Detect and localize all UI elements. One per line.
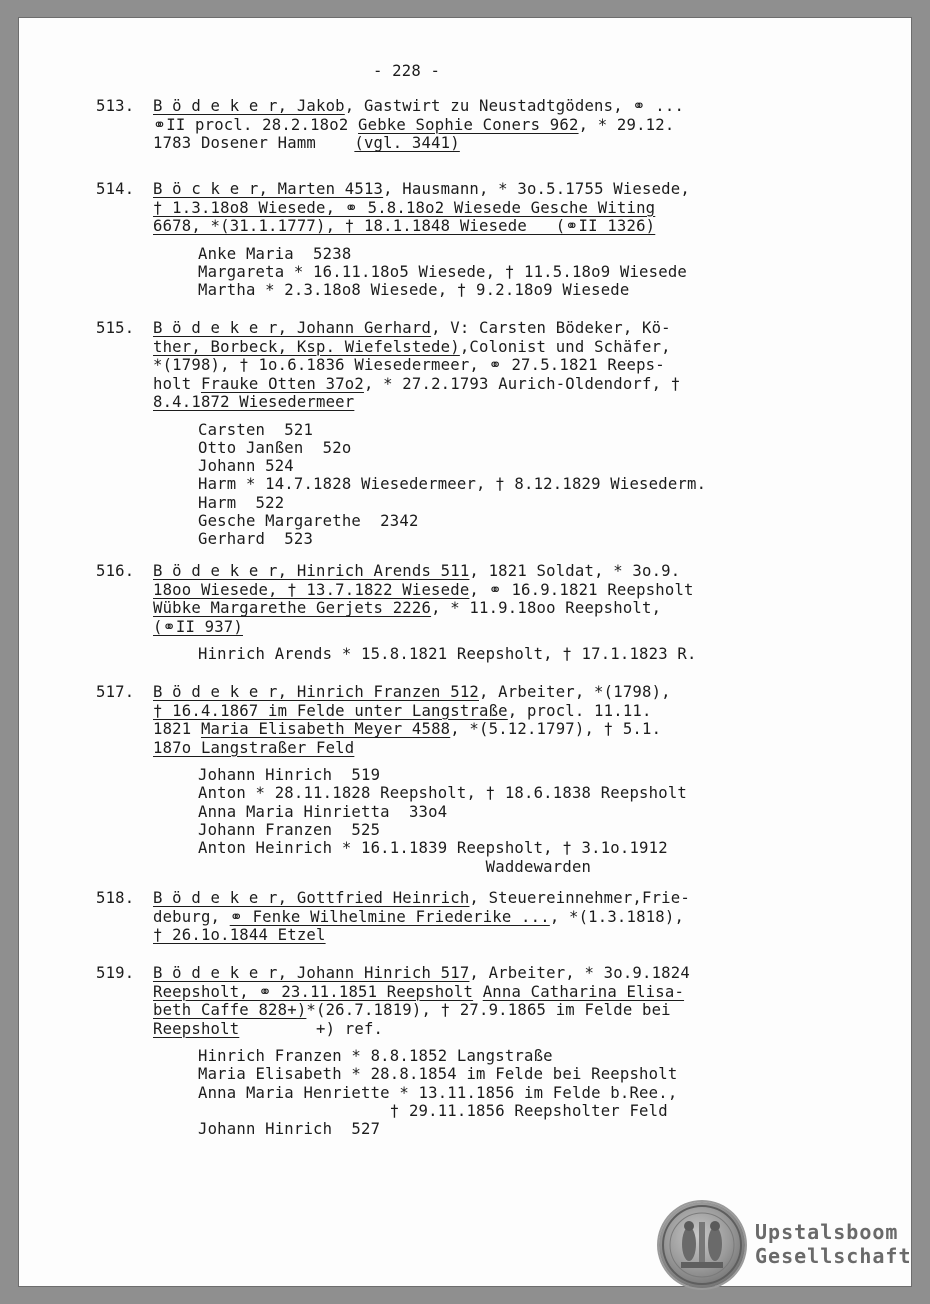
entry-text-line: Wübke Margarethe Gerjets 2226, * 11.9.18oo Reepsholt, [153,599,662,617]
child-line: Hinrich Arends * 15.8.1821 Reepsholt, † 17.1.1823 R. [198,645,697,663]
child-line: Waddewarden [198,857,592,876]
entry-text-line: *(1798), † 1o.6.1836 Wiesedermeer, ⚭ 27.5.1821 Reeps- [153,356,665,374]
logo-text [755,1220,912,1268]
entry-text-line: B ö d e k e r, Hinrich Franzen 512, Arbeiter, *(1798), [153,683,671,701]
entry-text-line: 187o Langstraßer Feld [153,738,355,757]
entry-text-line: 1821 Maria Elisabeth Meyer 4588, *(5.12.1797), † 5.1. [153,720,662,738]
child-line: Anke Maria 5238 [198,244,352,263]
entry-text-line: 6678, *(31.1.1777), † 18.1.1848 Wiesede (⚭II 1326) [153,217,656,235]
child-line: Otto Janßen 52o [198,438,352,457]
entry-text-line: † 1.3.18o8 Wiesede, ⚭ 5.8.18o2 Wiesede Gesche Witing [153,198,656,217]
entry-text-line: B ö d e k e r, Jakob, Gastwirt zu Neustadtgödens, ⚭ ... [153,97,685,115]
entry-text-line: † 16.4.1867 im Felde unter Langstraße, procl. 11.11. [153,701,652,720]
upstalsboom-seal-icon [659,1202,745,1288]
child-line: Gerhard 523 [198,530,314,549]
child-line: Johann Hinrich 527 [198,1120,381,1139]
entry-number: 513. [96,97,135,115]
child-line: Anna Maria Hinrietta 33o4 [198,802,448,821]
entry-text-line: Reepsholt, ⚭ 23.11.1851 Reepsholt Anna Catharina Elisa- [153,982,685,1001]
entry-text-line: beth Caffe 828+)*(26.7.1819), † 27.9.1865 im Felde bei [153,1001,671,1019]
entry-text-line: B ö c k e r, Marten 4513, Hausmann, * 3o.5.1755 Wiesede, [153,180,690,198]
entry-number: 518. [96,889,135,907]
child-line: Gesche Margarethe 2342 [198,512,419,530]
entry-text-line: holt Frauke Otten 37o2, * 27.2.1793 Aurich-Oldendorf, † [153,374,681,393]
entry-text-line: 18oo Wiesede, † 13.7.1822 Wiesede, ⚭ 16.9.1821 Reepsholt [153,580,694,599]
page-number: - 228 - [373,62,441,80]
child-line: Johann 524 [198,457,294,476]
child-line: Johann Hinrich 519 [198,766,381,784]
child-line: Hinrich Franzen * 8.8.1852 Langstraße [198,1047,553,1065]
entry-text-line: † 26.1o.1844 Etzel [153,926,326,944]
child-line: Harm * 14.7.1828 Wiesedermeer, † 8.12.1829 Wiesederm. [198,475,707,494]
child-line: Maria Elisabeth * 28.8.1854 im Felde bei Reepsholt [198,1065,678,1084]
entry-text-line: 8.4.1872 Wiesedermeer [153,393,355,411]
child-line: Margareta * 16.11.18o5 Wiesede, † 11.5.18o9 Wiesede [198,262,687,281]
child-line: Anton Heinrich * 16.1.1839 Reepsholt, † 3.1o.1912 [198,839,668,858]
entry-text-line: ⚭II procl. 28.2.18o2 Gebke Sophie Coners 962, * 29.12. [153,115,675,134]
child-line: Anna Maria Henriette * 13.11.1856 im Felde b.Ree., [198,1083,678,1102]
entry-text-line: B ö d e k e r, Hinrich Arends 511, 1821 Soldat, * 3o.9. [153,562,681,580]
child-line: Martha * 2.3.18o8 Wiesede, † 9.2.18o9 Wiesede [198,281,630,300]
entry-text-line: (⚭II 937) [153,617,243,636]
child-line: Carsten 521 [198,420,314,439]
entry-text-line: Reepsholt +) ref. [153,1019,384,1038]
logo-line1: Upstalsboom [755,1220,899,1244]
logo-line2: Gesellschaft [755,1244,912,1268]
entry-text-line: 1783 Dosener Hamm (vgl. 3441) [153,134,460,152]
entry-number: 517. [96,683,135,701]
child-line: Anton * 28.11.1828 Reepsholt, † 18.6.1838 Reepsholt [198,784,687,803]
entry-text-line: deburg, ⚭ Fenke Wilhelmine Friederike ..., *(1.3.1818), [153,907,685,926]
entry-number: 516. [96,562,135,580]
child-line: Johann Franzen 525 [198,820,381,839]
entry-text-line: B ö d e k e r, Johann Gerhard, V: Carsten Bödeker, Kö- [153,319,671,337]
entry-number: 519. [96,964,135,982]
entry-text-line: ther, Borbeck, Ksp. Wiefelstede),Colonist und Schäfer, [153,337,671,356]
child-line: Harm 522 [198,493,285,512]
entry-text-line: B ö d e k e r, Gottfried Heinrich, Steuereinnehmer,Frie- [153,889,690,907]
entry-number: 515. [96,319,135,337]
entry-text-line: B ö d e k e r, Johann Hinrich 517, Arbeiter, * 3o.9.1824 [153,964,690,982]
document-page [18,17,912,1287]
entry-number: 514. [96,180,135,198]
child-line: † 29.11.1856 Reepsholter Feld [198,1101,668,1120]
